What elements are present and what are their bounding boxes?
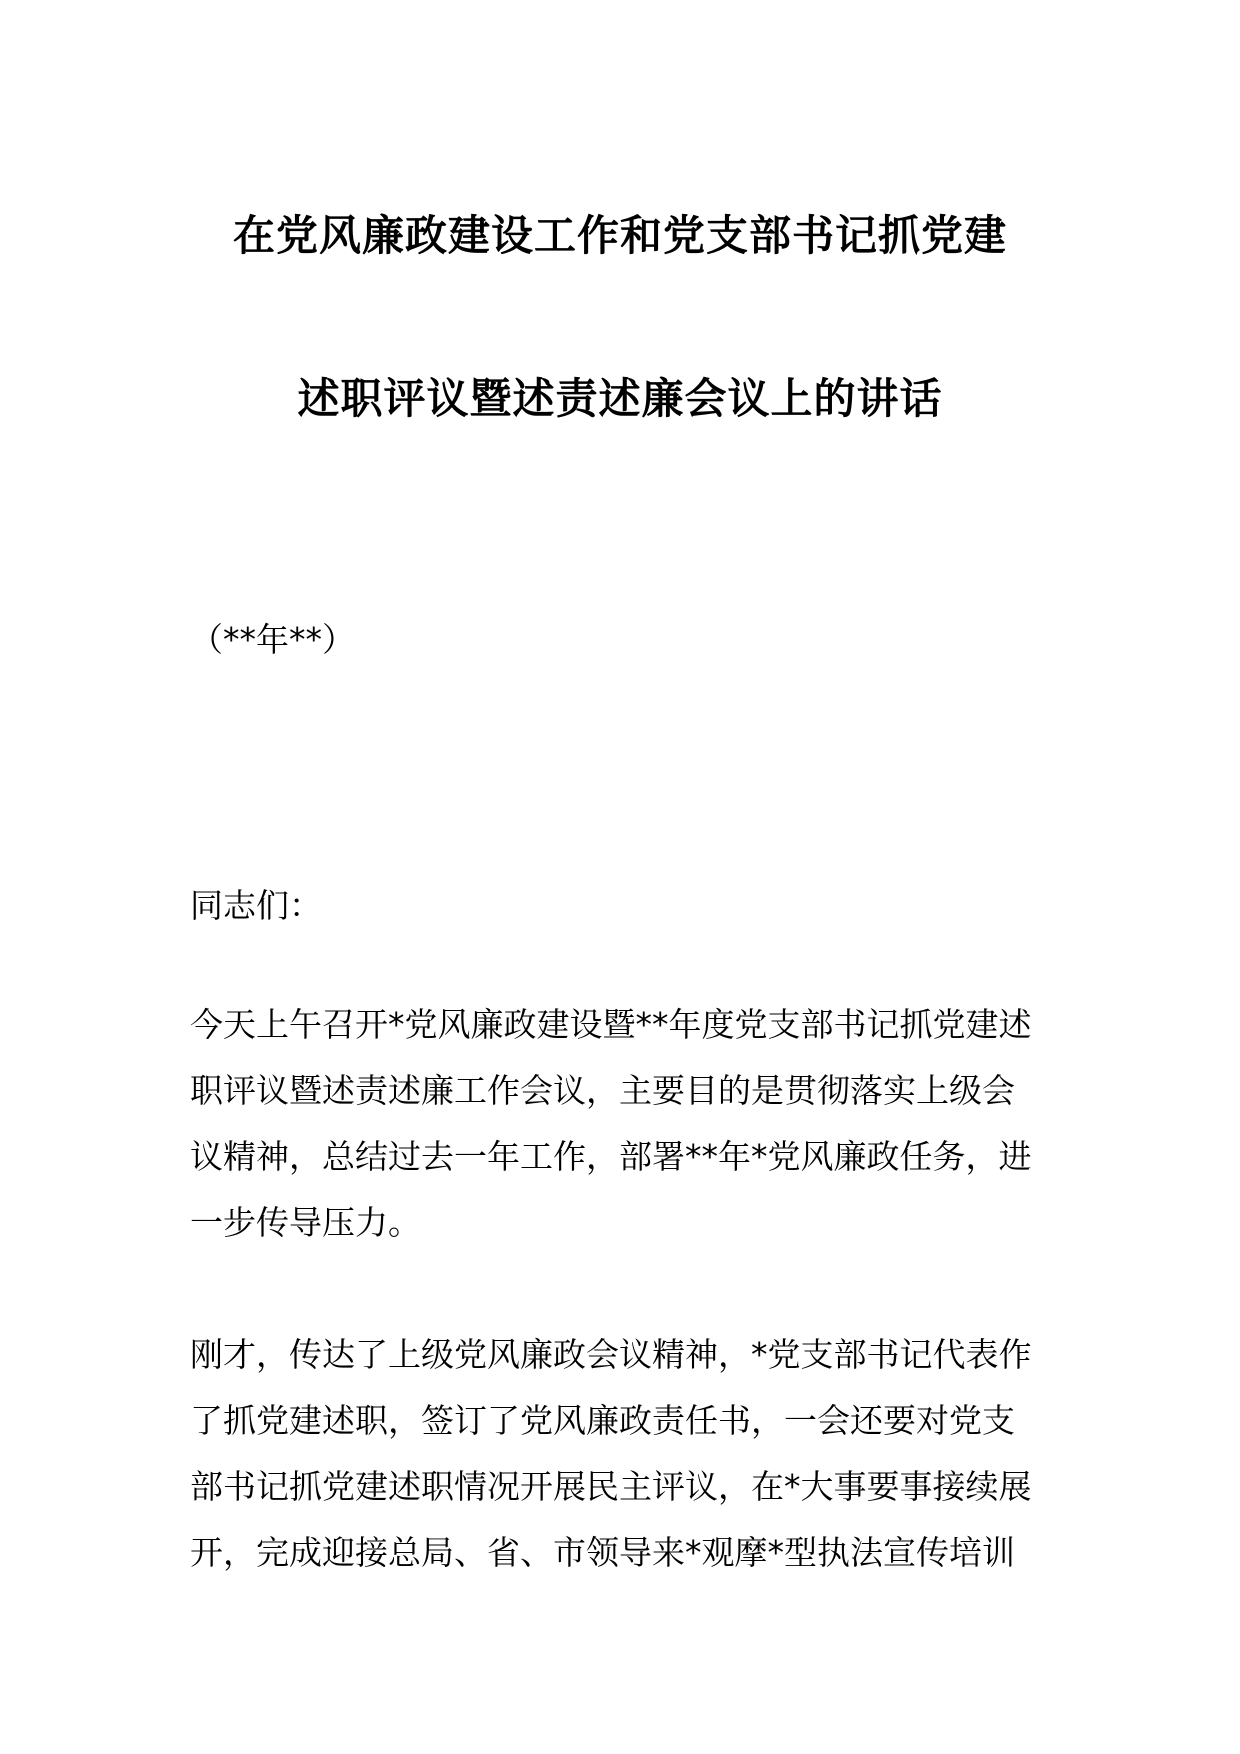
salutation: 同志们： [190, 886, 322, 925]
paragraph-2 [190, 1322, 1070, 1586]
document-title-line-2: 述职评议暨述责述廉会议上的讲话 [297, 374, 943, 423]
paragraph-line: 了抓党建述职，签订了党风廉政责任书，一会还要对党支 [190, 1401, 1015, 1440]
paragraph-1 [190, 992, 1070, 1256]
paragraph-line: 一步传导压力。 [190, 1203, 421, 1242]
paragraph-line: 刚才，传达了上级党风廉政会议精神，*党支部书记代表作 [190, 1335, 1032, 1374]
paragraph-line: 部书记抓党建述职情况开展民主评议，在*大事要事接续展 [190, 1467, 1032, 1506]
paragraph-line: 职评议暨述责述廉工作会议，主要目的是贯彻落实上级会 [190, 1071, 1015, 1110]
document-title-line-1: 在党风廉政建设工作和党支部书记抓党建 [232, 211, 1007, 260]
document-date: （**年**） [190, 620, 355, 659]
paragraph-line: 开，完成迎接总局、省、市领导来*观摩*型执法宣传培训 [190, 1533, 1015, 1572]
paragraph-line: 今天上午召开*党风廉政建设暨**年度党支部书记抓党建述 [190, 1005, 1032, 1044]
paragraph-line: 议精神，总结过去一年工作，部署**年*党风廉政任务，进 [190, 1137, 1032, 1176]
